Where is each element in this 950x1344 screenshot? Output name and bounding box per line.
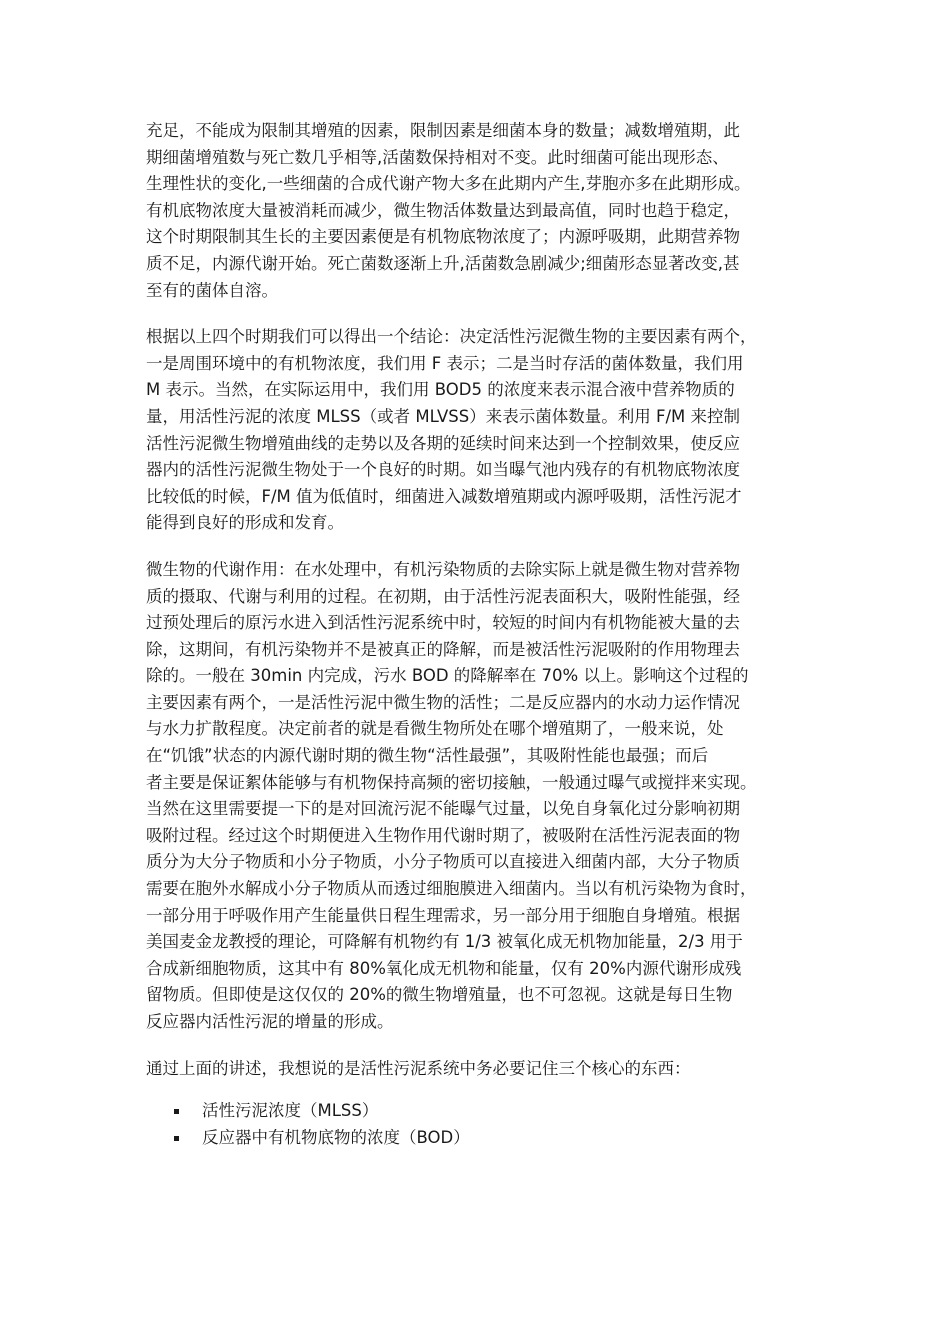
text-line: 充足，不能成为限制其增殖的因素，限制因素是细菌本身的数量；减数增殖期，此 [146, 121, 740, 140]
paragraph-summary-intro [146, 1056, 826, 1083]
list-item-label: 反应器中有机物底物的浓度（BOD） [202, 1127, 470, 1147]
paragraph-growth-phases [146, 118, 826, 304]
text-line: 质不足，内源代谢开始。死亡菌数逐渐上升,活菌数急剧减少;细菌形态显著改变,甚 [146, 253, 740, 273]
paragraph-fm-conclusion [146, 324, 826, 537]
text-line: 当然在这里需要提一下的是对回流污泥不能曝气过量，以免自身氧化过分影响初期 [146, 799, 740, 819]
text-line: 合成新细胞物质，这其中有 80%氧化成无机物和能量，仅有 20%内源代谢形成残 [146, 958, 742, 978]
text-line: 需要在胞外水解成小分子物质从而透过细胞膜进入细菌内。当以有机污染物为食时， [146, 879, 757, 899]
text-line: 在“饥饿”状态的内源代谢时期的微生物“活性最强”，其吸附性能也最强；而后 [146, 746, 709, 766]
paragraph-metabolism [146, 557, 826, 1036]
text-line: 者主要是保证絮体能够与有机物保持高频的密切接触，一般通过曝气或搅拌来实现。 [146, 772, 757, 792]
text-line: 主要因素有两个，一是活性污泥中微生物的活性；二是反应器内的水动力运作情况 [146, 692, 740, 712]
text-line: 一部分用于呼吸作用产生能量供日程生理需求，另一部分用于细胞自身增殖。根据 [146, 905, 740, 925]
text-line: 期细菌增殖数与死亡数几乎相等,活菌数保持相对不变。此时细菌可能出现形态、 [146, 147, 729, 167]
text-line: 除的。一般在 30min 内完成，污水 BOD 的降解率在 70% 以上。影响这个过程的 [146, 666, 749, 686]
document-page [146, 118, 826, 1151]
text-line: 吸附过程。经过这个时期便进入生物作用代谢时期了，被吸附在活性污泥表面的物 [146, 825, 740, 845]
text-line: 一是周围环境中的有机物浓度，我们用 F 表示；二是当时存活的菌体数量，我们用 [146, 353, 744, 373]
text-line: 质的摄取、代谢与利用的过程。在初期，由于活性污泥表面积大，吸附性能强，经 [146, 586, 740, 606]
text-line: 除，这期间，有机污染物并不是被真正的降解，而是被活性污泥吸附的作用物理去 [146, 639, 740, 659]
list-item-label: 活性污泥浓度（MLSS） [202, 1101, 379, 1121]
text-line: 质分为大分子物质和小分子物质，小分子物质可以直接进入细菌内部，大分子物质 [146, 852, 740, 872]
text-line: 美国麦金龙教授的理论，可降解有机物约有 1/3 被氧化成无机物加能量，2/3 用于 [146, 932, 743, 952]
text-line: 这个时期限制其生长的主要因素便是有机物底物浓度了；内源呼吸期，此期营养物 [146, 227, 740, 247]
text-line: 生理性状的变化,一些细菌的合成代谢产物大多在此期内产生,芽胞亦多在此期形成。 [146, 174, 751, 194]
text-line: 与水力扩散程度。决定前者的就是看微生物所处在哪个增殖期了，一般来说，处 [146, 719, 724, 739]
text-line: 反应器内活性污泥的增量的形成。 [146, 1012, 394, 1031]
text-line: 至有的菌体自溶。 [146, 280, 278, 300]
core-items-list [146, 1098, 826, 1151]
text-line: 量，用活性污泥的浓度 MLSS（或者 MLVSS）来表示菌体数量。利用 F/M 来控制 [146, 406, 740, 426]
square-bullet-icon [174, 1109, 179, 1114]
text-line: 活性污泥微生物增殖曲线的走势以及各期的延续时间来达到一个控制效果，使反应 [146, 433, 740, 453]
list-item [146, 1098, 826, 1125]
text-line: 比较低的时候，F/M 值为低值时，细菌进入减数增殖期或内源呼吸期，活性污泥才 [146, 486, 742, 506]
text-line: 根据以上四个时期我们可以得出一个结论：决定活性污泥微生物的主要因素有两个， [146, 327, 757, 347]
text-line: 器内的活性污泥微生物处于一个良好的时期。如当曝气池内残存的有机物底物浓度 [146, 460, 740, 480]
text-line: 过预处理后的原污水进入到活性污泥系统中时，较短的时间内有机物能被大量的去 [146, 613, 740, 633]
text-line: 微生物的代谢作用：在水处理中，有机污染物质的去除实际上就是微生物对营养物 [146, 559, 740, 579]
text-line: 留物质。但即使是这仅仅的 20%的微生物增殖量，也不可忽视。这就是每日生物 [146, 985, 733, 1005]
text-line: 通过上面的讲述，我想说的是活性污泥系统中务必要记住三个核心的东西： [146, 1058, 691, 1078]
square-bullet-icon [174, 1136, 179, 1141]
list-item [146, 1125, 826, 1152]
text-line: 能得到良好的形成和发育。 [146, 513, 344, 533]
text-line: M 表示。当然，在实际运用中，我们用 BOD5 的浓度来表示混合液中营养物质的 [146, 380, 735, 400]
text-line: 有机底物浓度大量被消耗而减少，微生物活体数量达到最高值，同时也趋于稳定， [146, 200, 740, 220]
